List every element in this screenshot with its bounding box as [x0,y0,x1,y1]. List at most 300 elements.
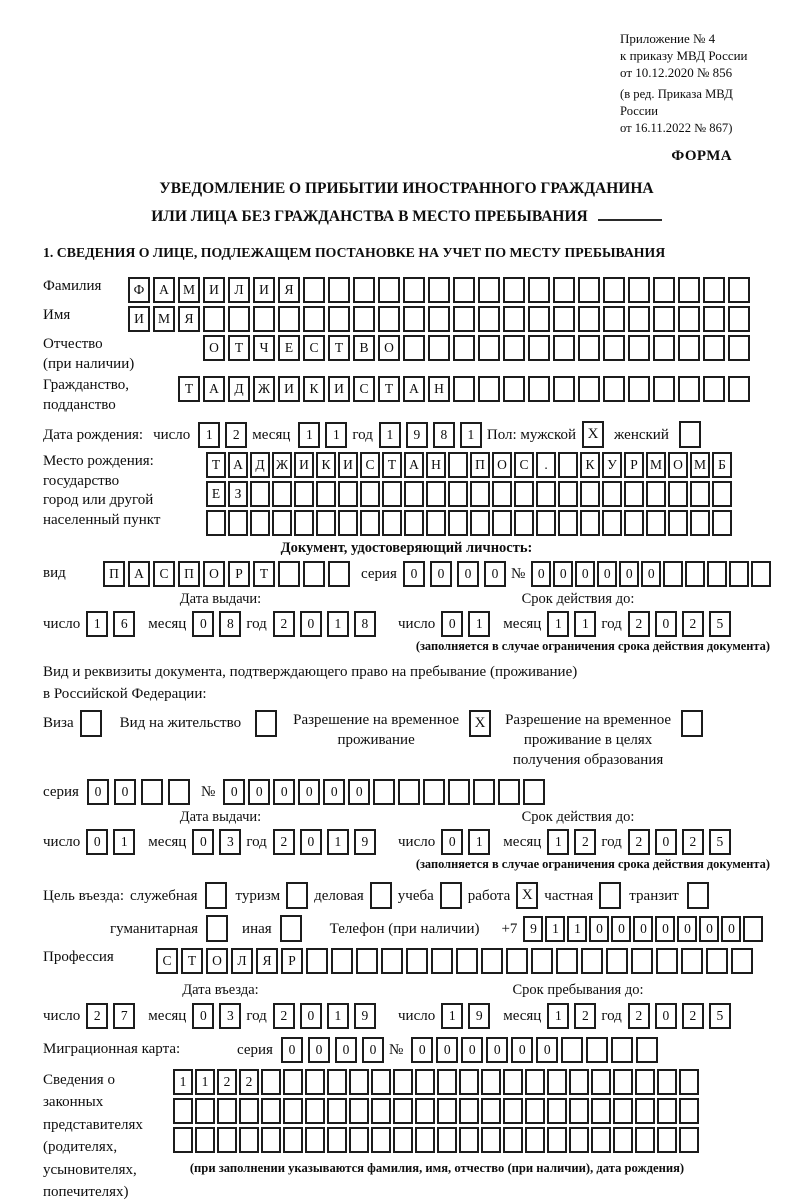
char-box[interactable] [448,452,468,478]
char-box[interactable]: З [228,481,248,507]
char-box[interactable]: Т [206,452,226,478]
checkbox-purpose-business-trip[interactable] [205,882,227,909]
char-box[interactable]: Р [228,561,250,587]
char-box[interactable] [141,779,163,805]
char-box[interactable] [283,1127,303,1153]
char-box[interactable] [503,1069,523,1095]
char-box[interactable] [523,779,545,805]
char-box[interactable]: 0 [362,1037,384,1063]
char-box[interactable]: 8 [219,611,241,637]
char-box[interactable]: Д [228,376,250,402]
char-box[interactable] [591,1127,611,1153]
char-box[interactable]: 3 [219,1003,241,1029]
char-box[interactable]: О [203,335,225,361]
checkbox-visa[interactable] [80,710,102,737]
char-box[interactable]: У [602,452,622,478]
char-box[interactable] [506,948,528,974]
char-box[interactable] [349,1069,369,1095]
char-box[interactable]: 1 [547,611,569,637]
char-box[interactable]: Д [250,452,270,478]
char-box[interactable] [553,277,575,303]
char-box[interactable]: 0 [457,561,479,587]
char-box[interactable] [503,1098,523,1124]
char-box[interactable] [728,277,750,303]
char-box[interactable]: 1 [327,611,349,637]
char-box[interactable] [603,306,625,332]
char-box[interactable] [657,1127,677,1153]
char-box[interactable]: 0 [300,1003,322,1029]
checkbox-purpose-transit[interactable] [687,882,709,909]
char-box[interactable] [569,1098,589,1124]
char-box[interactable] [360,510,380,536]
char-box[interactable]: С [303,335,325,361]
char-box[interactable] [437,1127,457,1153]
char-box[interactable] [272,510,292,536]
char-box[interactable] [729,561,749,587]
char-box[interactable] [206,510,226,536]
char-box[interactable]: 0 [348,779,370,805]
char-box[interactable] [657,1069,677,1095]
char-box[interactable]: С [153,561,175,587]
char-box[interactable]: И [338,452,358,478]
char-box[interactable] [531,948,553,974]
char-box[interactable]: Ч [253,335,275,361]
char-box[interactable]: Я [278,277,300,303]
char-box[interactable] [373,779,395,805]
char-box[interactable] [528,335,550,361]
char-box[interactable] [195,1098,215,1124]
checkbox-purpose-private[interactable] [599,882,621,909]
char-box[interactable]: 0 [575,561,595,587]
char-box[interactable] [428,277,450,303]
char-box[interactable]: 5 [709,611,731,637]
char-box[interactable] [703,376,725,402]
char-box[interactable] [528,277,550,303]
char-box[interactable]: О [203,561,225,587]
char-box[interactable]: 0 [223,779,245,805]
char-box[interactable] [685,561,705,587]
char-box[interactable]: А [228,452,248,478]
char-box[interactable] [481,1098,501,1124]
char-box[interactable]: 0 [114,779,136,805]
char-box[interactable]: В [353,335,375,361]
char-box[interactable] [561,1037,583,1063]
char-box[interactable] [580,510,600,536]
char-box[interactable] [690,481,710,507]
char-box[interactable] [327,1069,347,1095]
char-box[interactable] [703,277,725,303]
char-box[interactable] [646,481,666,507]
char-box[interactable]: М [153,306,175,332]
char-box[interactable]: Л [228,277,250,303]
char-box[interactable] [558,510,578,536]
char-box[interactable]: О [668,452,688,478]
char-box[interactable]: 0 [441,829,463,855]
char-box[interactable] [547,1127,567,1153]
char-box[interactable] [349,1127,369,1153]
char-box[interactable]: И [128,306,150,332]
char-box[interactable]: Я [256,948,278,974]
char-box[interactable] [635,1098,655,1124]
char-box[interactable]: 9 [468,1003,490,1029]
char-box[interactable] [470,481,490,507]
char-box[interactable] [553,306,575,332]
char-box[interactable] [728,376,750,402]
checkbox-residence-permit[interactable] [255,710,277,737]
char-box[interactable] [668,481,688,507]
char-box[interactable]: 7 [113,1003,135,1029]
char-box[interactable] [294,510,314,536]
char-box[interactable]: 0 [300,829,322,855]
char-box[interactable] [492,481,512,507]
char-box[interactable]: 1 [327,829,349,855]
char-box[interactable]: Р [281,948,303,974]
char-box[interactable]: 0 [699,916,719,942]
char-box[interactable]: 0 [273,779,295,805]
char-box[interactable] [371,1069,391,1095]
char-box[interactable]: 0 [511,1037,533,1063]
char-box[interactable] [536,481,556,507]
char-box[interactable]: 0 [308,1037,330,1063]
char-box[interactable] [613,1098,633,1124]
char-box[interactable] [371,1127,391,1153]
char-box[interactable] [431,948,453,974]
char-box[interactable] [437,1069,457,1095]
char-box[interactable] [678,277,700,303]
checkbox-rvp[interactable]: X [469,710,491,737]
char-box[interactable] [316,481,336,507]
char-box[interactable] [195,1127,215,1153]
char-box[interactable]: 2 [86,1003,108,1029]
char-box[interactable]: 2 [574,829,596,855]
char-box[interactable] [478,376,500,402]
char-box[interactable]: 1 [574,611,596,637]
char-box[interactable] [631,948,653,974]
char-box[interactable] [473,779,495,805]
char-box[interactable] [459,1098,479,1124]
checkbox-rvp-education[interactable] [681,710,703,737]
char-box[interactable] [404,510,424,536]
char-box[interactable] [453,306,475,332]
char-box[interactable] [728,335,750,361]
char-box[interactable]: 2 [273,829,295,855]
char-box[interactable]: 2 [225,422,247,448]
char-box[interactable] [437,1098,457,1124]
char-box[interactable]: 0 [486,1037,508,1063]
char-box[interactable]: 0 [536,1037,558,1063]
char-box[interactable] [404,481,424,507]
char-box[interactable] [751,561,771,587]
char-box[interactable]: П [103,561,125,587]
char-box[interactable]: 0 [192,611,214,637]
char-box[interactable]: А [128,561,150,587]
char-box[interactable] [261,1098,281,1124]
char-box[interactable] [578,335,600,361]
char-box[interactable] [603,376,625,402]
char-box[interactable] [305,1127,325,1153]
char-box[interactable]: 0 [611,916,631,942]
char-box[interactable] [272,481,292,507]
char-box[interactable] [525,1098,545,1124]
char-box[interactable] [305,1098,325,1124]
char-box[interactable] [653,277,675,303]
char-box[interactable] [415,1127,435,1153]
char-box[interactable] [448,779,470,805]
char-box[interactable]: 0 [641,561,661,587]
char-box[interactable] [303,306,325,332]
char-box[interactable]: 2 [217,1069,237,1095]
char-box[interactable]: А [203,376,225,402]
char-box[interactable] [327,1098,347,1124]
char-box[interactable]: 2 [628,1003,650,1029]
char-box[interactable]: К [580,452,600,478]
checkbox-purpose-humanitarian[interactable] [206,915,228,942]
char-box[interactable] [528,306,550,332]
char-box[interactable] [613,1069,633,1095]
char-box[interactable] [558,452,578,478]
char-box[interactable] [239,1098,259,1124]
char-box[interactable] [453,277,475,303]
char-box[interactable]: Т [253,561,275,587]
char-box[interactable] [303,277,325,303]
char-box[interactable] [503,1127,523,1153]
char-box[interactable] [393,1098,413,1124]
checkbox-purpose-work[interactable]: X [516,882,538,909]
char-box[interactable]: А [403,376,425,402]
checkbox-male[interactable]: X [582,421,604,448]
char-box[interactable] [349,1098,369,1124]
char-box[interactable] [470,510,490,536]
char-box[interactable] [628,335,650,361]
char-box[interactable] [403,277,425,303]
char-box[interactable]: 1 [173,1069,193,1095]
char-box[interactable] [478,306,500,332]
char-box[interactable] [525,1069,545,1095]
char-box[interactable] [653,335,675,361]
char-box[interactable] [283,1069,303,1095]
char-box[interactable]: Ф [128,277,150,303]
char-box[interactable]: Т [228,335,250,361]
char-box[interactable] [481,1069,501,1095]
char-box[interactable]: С [360,452,380,478]
char-box[interactable] [569,1127,589,1153]
char-box[interactable]: М [690,452,710,478]
char-box[interactable] [613,1127,633,1153]
char-box[interactable] [679,1127,699,1153]
char-box[interactable]: Т [382,452,402,478]
char-box[interactable]: 0 [441,611,463,637]
char-box[interactable] [478,335,500,361]
char-box[interactable] [327,1127,347,1153]
char-box[interactable]: 0 [248,779,270,805]
char-box[interactable]: 1 [460,422,482,448]
char-box[interactable]: 2 [682,611,704,637]
char-box[interactable] [328,277,350,303]
char-box[interactable] [261,1127,281,1153]
char-box[interactable] [678,376,700,402]
char-box[interactable] [712,481,732,507]
char-box[interactable]: 1 [195,1069,215,1095]
char-box[interactable]: С [156,948,178,974]
char-box[interactable] [306,948,328,974]
char-box[interactable] [731,948,753,974]
char-box[interactable] [503,306,525,332]
char-box[interactable] [338,510,358,536]
char-box[interactable] [382,481,402,507]
char-box[interactable]: Я [178,306,200,332]
char-box[interactable] [653,306,675,332]
char-box[interactable]: И [278,376,300,402]
char-box[interactable] [481,948,503,974]
char-box[interactable] [635,1127,655,1153]
char-box[interactable]: 1 [468,829,490,855]
char-box[interactable] [624,481,644,507]
char-box[interactable] [690,510,710,536]
char-box[interactable]: 1 [298,422,320,448]
char-box[interactable] [453,376,475,402]
char-box[interactable]: 0 [430,561,452,587]
char-box[interactable] [602,510,622,536]
char-box[interactable] [478,277,500,303]
char-box[interactable] [514,510,534,536]
char-box[interactable]: П [178,561,200,587]
char-box[interactable] [728,306,750,332]
char-box[interactable]: 0 [323,779,345,805]
char-box[interactable] [635,1069,655,1095]
char-box[interactable] [353,306,375,332]
char-box[interactable]: 0 [411,1037,433,1063]
char-box[interactable] [203,306,225,332]
char-box[interactable]: 0 [553,561,573,587]
char-box[interactable] [681,948,703,974]
char-box[interactable]: 5 [709,829,731,855]
char-box[interactable] [743,916,763,942]
char-box[interactable]: Т [181,948,203,974]
char-box[interactable]: А [404,452,424,478]
char-box[interactable] [556,948,578,974]
char-box[interactable] [528,376,550,402]
char-box[interactable] [580,481,600,507]
char-box[interactable]: 1 [113,829,135,855]
char-box[interactable] [536,510,556,536]
char-box[interactable]: 2 [682,829,704,855]
char-box[interactable]: 0 [298,779,320,805]
char-box[interactable]: И [328,376,350,402]
char-box[interactable] [503,277,525,303]
char-box[interactable] [278,306,300,332]
char-box[interactable]: Ж [272,452,292,478]
char-box[interactable] [591,1069,611,1095]
char-box[interactable] [428,306,450,332]
char-box[interactable] [283,1098,303,1124]
char-box[interactable]: 5 [709,1003,731,1029]
char-box[interactable]: 0 [436,1037,458,1063]
char-box[interactable]: Р [624,452,644,478]
char-box[interactable] [328,561,350,587]
char-box[interactable] [492,510,512,536]
char-box[interactable] [371,1098,391,1124]
char-box[interactable]: 0 [87,779,109,805]
char-box[interactable] [448,510,468,536]
char-box[interactable] [581,948,603,974]
char-box[interactable] [628,277,650,303]
char-box[interactable] [514,481,534,507]
char-box[interactable] [578,277,600,303]
char-box[interactable]: 1 [547,829,569,855]
char-box[interactable]: 1 [379,422,401,448]
char-box[interactable] [624,510,644,536]
char-box[interactable]: И [203,277,225,303]
char-box[interactable] [331,948,353,974]
char-box[interactable] [586,1037,608,1063]
char-box[interactable] [316,510,336,536]
char-box[interactable]: К [303,376,325,402]
char-box[interactable]: 0 [589,916,609,942]
char-box[interactable] [398,779,420,805]
char-box[interactable] [228,306,250,332]
char-box[interactable] [393,1127,413,1153]
char-box[interactable] [173,1098,193,1124]
char-box[interactable]: О [492,452,512,478]
char-box[interactable]: Т [178,376,200,402]
char-box[interactable] [481,1127,501,1153]
char-box[interactable] [712,510,732,536]
char-box[interactable] [448,481,468,507]
char-box[interactable] [603,277,625,303]
char-box[interactable] [678,306,700,332]
char-box[interactable]: 0 [655,829,677,855]
char-box[interactable]: 0 [461,1037,483,1063]
char-box[interactable] [679,1098,699,1124]
char-box[interactable]: М [178,277,200,303]
char-box[interactable]: С [353,376,375,402]
char-box[interactable]: С [514,452,534,478]
char-box[interactable] [591,1098,611,1124]
char-box[interactable]: 0 [300,611,322,637]
checkbox-purpose-business[interactable] [370,882,392,909]
char-box[interactable]: 0 [655,916,675,942]
char-box[interactable] [547,1069,567,1095]
char-box[interactable] [553,335,575,361]
char-box[interactable] [253,306,275,332]
char-box[interactable]: 1 [327,1003,349,1029]
char-box[interactable]: Ж [253,376,275,402]
char-box[interactable]: 2 [574,1003,596,1029]
char-box[interactable] [239,1127,259,1153]
char-box[interactable]: 0 [721,916,741,942]
char-box[interactable]: 2 [628,611,650,637]
char-box[interactable]: П [470,452,490,478]
char-box[interactable] [382,510,402,536]
char-box[interactable]: 0 [403,561,425,587]
char-box[interactable] [668,510,688,536]
char-box[interactable]: 0 [531,561,551,587]
char-box[interactable] [406,948,428,974]
char-box[interactable] [663,561,683,587]
char-box[interactable]: 0 [677,916,697,942]
char-box[interactable]: 0 [281,1037,303,1063]
checkbox-purpose-study[interactable] [440,882,462,909]
char-box[interactable] [679,1069,699,1095]
char-box[interactable]: К [316,452,336,478]
char-box[interactable] [603,335,625,361]
char-box[interactable] [707,561,727,587]
char-box[interactable]: И [294,452,314,478]
char-box[interactable]: 3 [219,829,241,855]
char-box[interactable] [168,779,190,805]
char-box[interactable]: 0 [484,561,506,587]
char-box[interactable] [356,948,378,974]
